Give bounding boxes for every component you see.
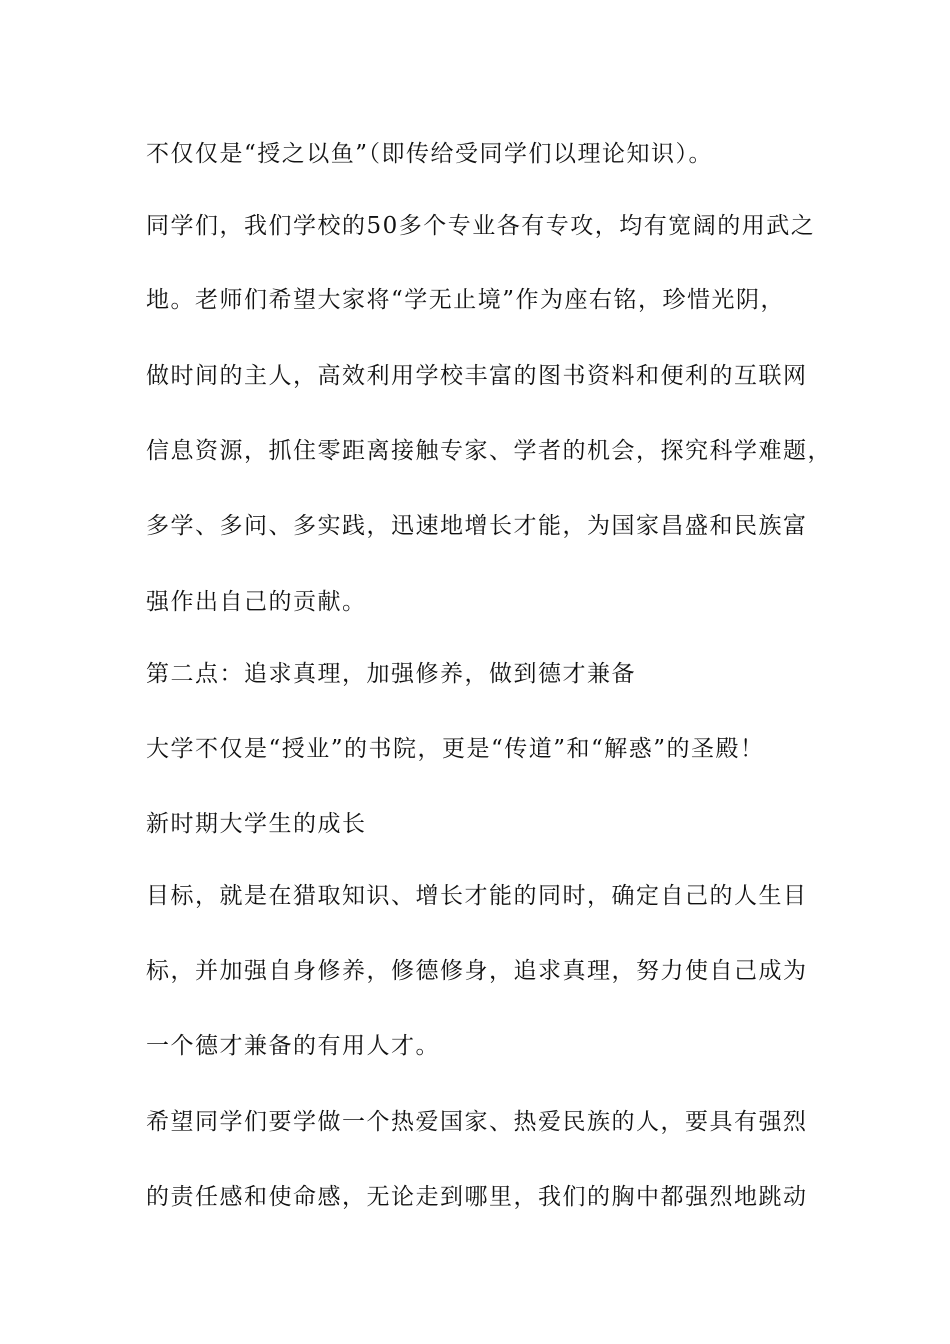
text-line: 标，并加强自身修养，修德修身，追求真理，努力使自己成为 <box>146 958 808 984</box>
text-line: 目标，就是在猎取知识、增长才能的同时，确定自己的人生目 <box>146 883 808 909</box>
section-heading: 第二点：追求真理，加强修养，做到德才兼备 <box>146 661 636 687</box>
text-line: 强作出自己的贡献。 <box>146 589 367 615</box>
text-line: 多学、多问、多实践，迅速地增长才能，为国家昌盛和民族富 <box>146 513 808 539</box>
text-line: 一个德才兼备的有用人才。 <box>146 1033 440 1059</box>
text-line: 不仅仅是“授之以鱼”（即传给受同学们以理论知识）。 <box>146 141 714 167</box>
text-line: 做时间的主人，高效利用学校丰富的图书资料和便利的互联网 <box>146 363 808 389</box>
text-line: 同学们，我们学校的50多个专业各有专攻，均有宽阔的用武之 <box>146 213 816 239</box>
text-line: 大学不仅是“授业”的书院，更是“传道”和“解惑”的圣殿！ <box>146 736 765 762</box>
text-line: 新时期大学生的成长 <box>146 811 367 837</box>
text-line: 地。老师们希望大家将“学无止境”作为座右铭，珍惜光阴， <box>146 287 786 313</box>
text-line: 信息资源，抓住零距离接触专家、学者的机会，探究科学难题， <box>146 438 832 464</box>
text-line: 希望同学们要学做一个热爱国家、热爱民族的人，要具有强烈 <box>146 1109 808 1135</box>
text-line: 的责任感和使命感，无论走到哪里，我们的胸中都强烈地跳动 <box>146 1184 808 1210</box>
